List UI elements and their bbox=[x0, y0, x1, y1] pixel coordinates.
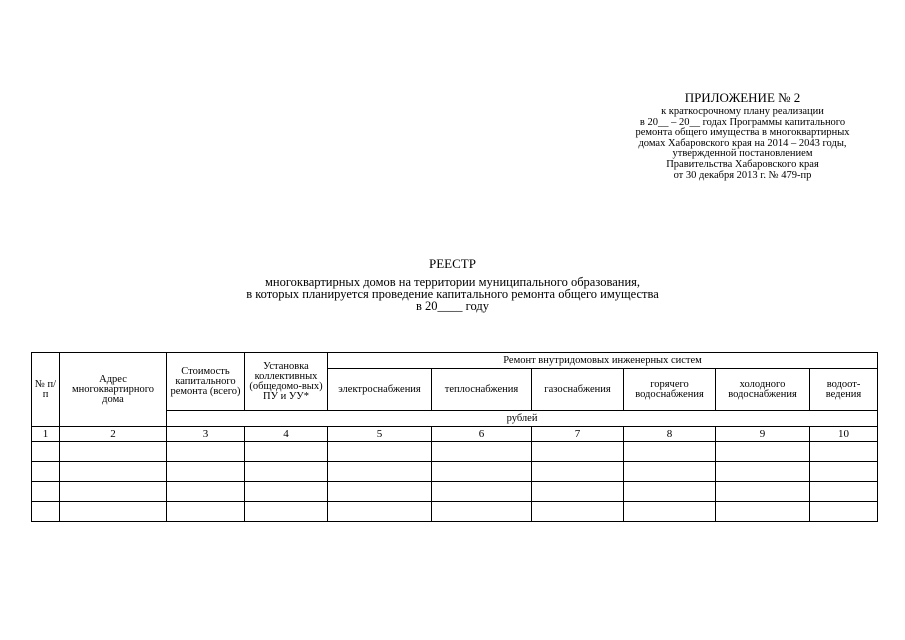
column-number: 9 bbox=[716, 427, 810, 442]
column-number: 1 bbox=[32, 427, 60, 442]
registry-heading bbox=[0, 258, 905, 312]
table-cell bbox=[810, 442, 878, 462]
table-row bbox=[32, 482, 878, 502]
table-cell bbox=[60, 442, 167, 462]
table-cell bbox=[532, 502, 624, 522]
table-cell bbox=[328, 462, 432, 482]
appendix-line: Правительства Хабаровского края bbox=[666, 158, 819, 170]
table-cell bbox=[532, 482, 624, 502]
column-number: 3 bbox=[167, 427, 245, 442]
table-cell bbox=[32, 482, 60, 502]
table-cell bbox=[624, 462, 716, 482]
table-row bbox=[32, 442, 878, 462]
column-number: 6 bbox=[432, 427, 532, 442]
header-unit: рублей bbox=[167, 411, 878, 427]
table-cell bbox=[32, 442, 60, 462]
table-cell bbox=[432, 442, 532, 462]
header-drainage: водоот-ведения bbox=[810, 369, 878, 411]
appendix-line: домах Хабаровского края на 2014 – 2043 годы, bbox=[638, 137, 847, 149]
table-cell bbox=[716, 442, 810, 462]
table-cell bbox=[245, 462, 328, 482]
table-cell bbox=[810, 462, 878, 482]
header-electricity: электроснабжения bbox=[328, 369, 432, 411]
column-number: 10 bbox=[810, 427, 878, 442]
appendix-title: ПРИЛОЖЕНИЕ № 2 bbox=[684, 90, 801, 105]
column-number: 4 bbox=[245, 427, 328, 442]
table-row bbox=[32, 462, 878, 482]
table-cell bbox=[245, 442, 328, 462]
table-cell bbox=[245, 502, 328, 522]
column-numbers-row bbox=[32, 427, 878, 442]
table-cell bbox=[532, 442, 624, 462]
table-cell bbox=[716, 502, 810, 522]
header-repair-group: Ремонт внутридомовых инженерных систем bbox=[328, 353, 878, 369]
header-heating: теплоснабжения bbox=[432, 369, 532, 411]
table-cell bbox=[716, 462, 810, 482]
column-number: 7 bbox=[532, 427, 624, 442]
header-gas: газоснабжения bbox=[532, 369, 624, 411]
registry-subtitle-line: в которых планируется проведение капитального ремонта общего имущества bbox=[246, 287, 659, 301]
table-cell bbox=[328, 482, 432, 502]
table-cell bbox=[167, 462, 245, 482]
header-hot-water: горячего водоснабжения bbox=[624, 369, 716, 411]
table-cell bbox=[167, 482, 245, 502]
appendix-block bbox=[590, 90, 895, 181]
table-cell bbox=[32, 502, 60, 522]
table-cell bbox=[32, 462, 60, 482]
header-meters: Установка коллективных (общедомо-вых) ПУ и УУ* bbox=[245, 353, 328, 411]
table-cell bbox=[60, 482, 167, 502]
table-cell bbox=[624, 482, 716, 502]
table-cell bbox=[60, 502, 167, 522]
header-address: Адрес многоквартирного дома bbox=[60, 353, 167, 427]
column-number: 2 bbox=[60, 427, 167, 442]
table-cell bbox=[810, 502, 878, 522]
table-cell bbox=[810, 482, 878, 502]
table-cell bbox=[167, 502, 245, 522]
registry-table bbox=[31, 352, 878, 522]
header-cold-water: холодного водоснабжения bbox=[716, 369, 810, 411]
header-num: № п/п bbox=[32, 353, 60, 427]
table-cell bbox=[167, 442, 245, 462]
table-cell bbox=[328, 502, 432, 522]
table-cell bbox=[328, 442, 432, 462]
appendix-line: утвержденной постановлением bbox=[672, 148, 813, 160]
table-cell bbox=[432, 502, 532, 522]
table-row bbox=[32, 502, 878, 522]
table-cell bbox=[432, 462, 532, 482]
registry-subtitle-line: многоквартирных домов на территории муниципального образования, bbox=[264, 275, 641, 289]
appendix-line: ремонта общего имущества в многоквартирных bbox=[635, 127, 850, 139]
appendix-line: от 30 декабря 2013 г. № 479-пр bbox=[673, 169, 812, 181]
column-number: 8 bbox=[624, 427, 716, 442]
table-cell bbox=[432, 482, 532, 502]
registry-title: РЕЕСТР bbox=[429, 256, 476, 271]
appendix-line: в 20__ – 20__ годах Программы капитального bbox=[639, 116, 846, 128]
table-cell bbox=[245, 482, 328, 502]
table-cell bbox=[60, 462, 167, 482]
table-cell bbox=[624, 442, 716, 462]
table-cell bbox=[716, 482, 810, 502]
registry-subtitle-line: в 20____ году bbox=[416, 299, 489, 313]
appendix-line: к краткосрочному плану реализации bbox=[661, 106, 824, 117]
column-number: 5 bbox=[328, 427, 432, 442]
header-cost: Стоимость капитального ремонта (всего) bbox=[167, 353, 245, 411]
table-cell bbox=[624, 502, 716, 522]
table-cell bbox=[532, 462, 624, 482]
